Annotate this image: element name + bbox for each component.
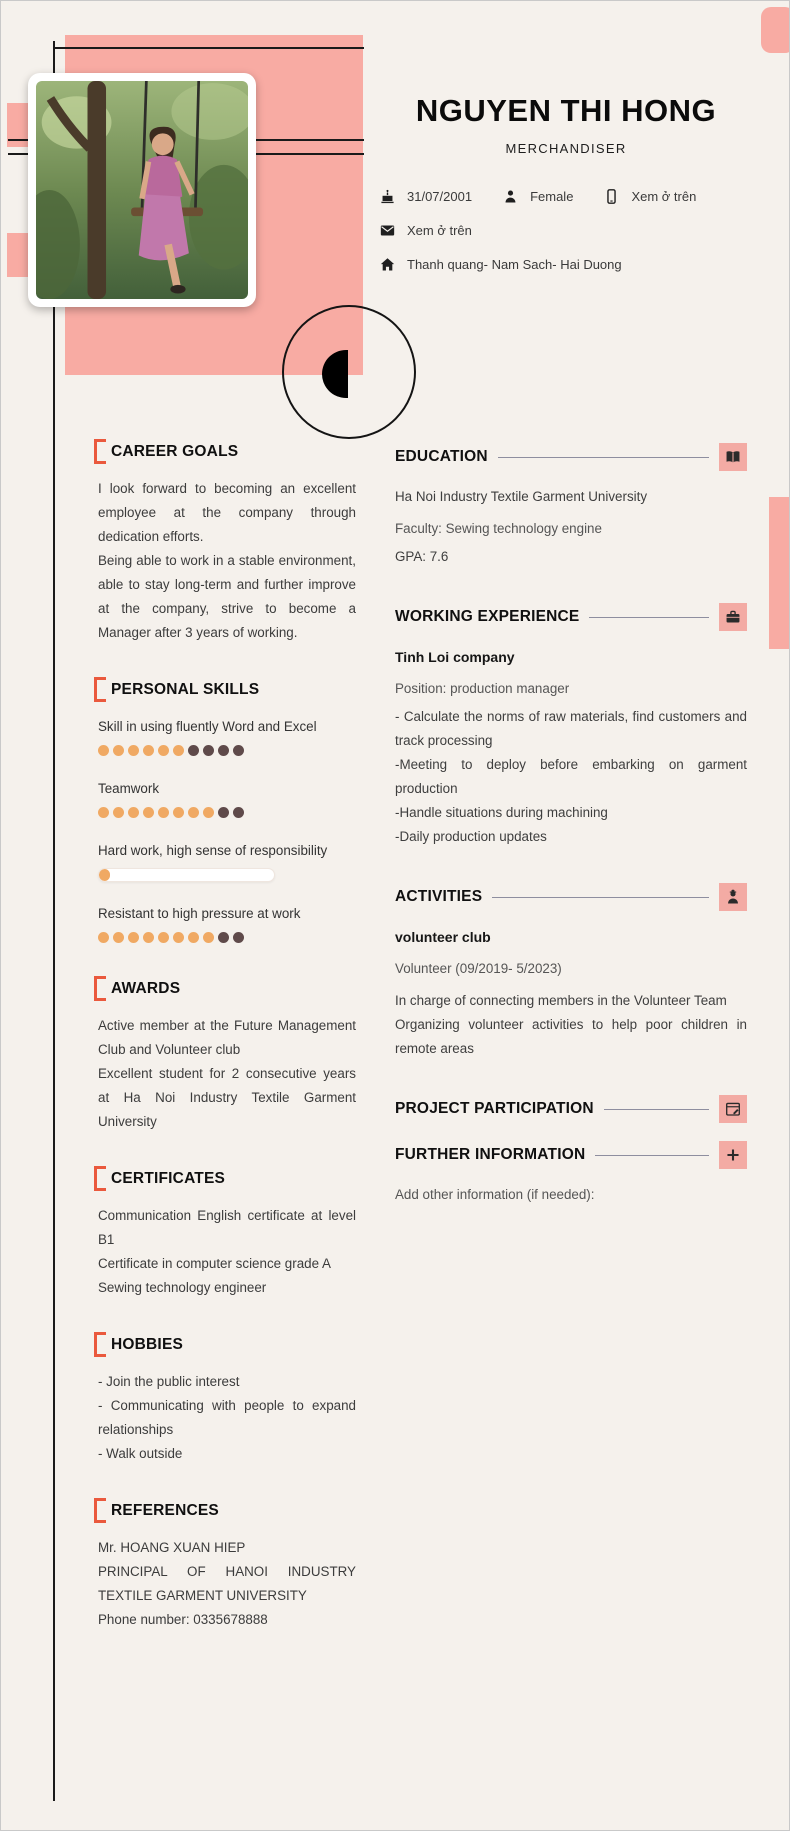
references-line: Phone number: 0335678888 — [98, 1612, 268, 1627]
awards-line: Excellent student for 2 consecutive years at Ha Noi Industry Textile Garment University — [98, 1066, 356, 1129]
section-activities — [395, 883, 747, 1061]
references-heading-text: REFERENCES — [111, 1502, 219, 1519]
horizontal-line-decor-top — [54, 47, 364, 49]
candidate-title: MERCHANDISER — [505, 141, 627, 156]
contact-gender — [502, 188, 573, 205]
awards-heading-text: AWARDS — [111, 980, 181, 997]
hobbies-line: - Communicating with people to expand relationships — [98, 1398, 356, 1437]
career-goals-heading-text: CAREER GOALS — [111, 443, 239, 460]
certificates-line: Certificate in computer science grade A — [98, 1256, 331, 1271]
education-heading-text: EDUCATION — [395, 448, 488, 465]
rating-dot-empty — [218, 807, 229, 818]
open-book-icon — [724, 448, 742, 466]
contact-address — [379, 256, 622, 273]
rating-bar-fill — [99, 869, 110, 881]
section-heading-certificates — [98, 1170, 356, 1188]
contact-row-2 — [379, 222, 753, 239]
corner-pill-decor — [761, 7, 790, 53]
education-gpa: GPA: 7.6 — [395, 549, 449, 564]
projects-icon-box — [719, 1095, 747, 1123]
career-goals-text — [98, 477, 356, 645]
hobbies-line: - Join the public interest — [98, 1374, 240, 1389]
rating-dot-filled — [128, 932, 139, 943]
contact-row-3 — [379, 256, 753, 273]
left-column — [98, 443, 356, 1668]
heading-bracket-icon — [94, 1498, 106, 1523]
experience-detail: -Meeting to deploy before embarking on garment production — [395, 757, 747, 796]
certificates-line: Sewing technology engineer — [98, 1280, 267, 1295]
section-heading-working-experience — [395, 603, 747, 631]
section-project-participation — [395, 1095, 747, 1123]
volunteer-person-icon — [724, 888, 742, 906]
section-heading-activities — [395, 883, 747, 911]
rating-dot-empty — [218, 745, 229, 756]
skill-item — [98, 715, 356, 757]
awards-text — [98, 1014, 356, 1134]
rating-dot-filled — [128, 745, 139, 756]
profile-photo — [28, 73, 256, 307]
rating-dot-filled — [143, 932, 154, 943]
skill-rating — [98, 868, 356, 882]
birthday-value: 31/07/2001 — [407, 189, 473, 204]
references-line: Mr. HOANG XUAN HIEP — [98, 1540, 246, 1555]
projects-heading-text: PROJECT PARTICIPATION — [395, 1100, 594, 1117]
hobbies-line: - Walk outside — [98, 1446, 183, 1461]
education-icon-box — [719, 443, 747, 471]
heading-bracket-icon — [94, 1332, 106, 1357]
rating-dot-empty — [188, 745, 199, 756]
phone-value: Xem ở trên — [631, 189, 697, 204]
heading-rule — [498, 457, 709, 458]
rating-dot-filled — [203, 807, 214, 818]
rating-dot-filled — [113, 932, 124, 943]
section-heading-education — [395, 443, 747, 471]
address-value: Thanh quang- Nam Sach- Hai Duong — [407, 257, 622, 272]
rating-dot-empty — [218, 932, 229, 943]
heading-rule — [492, 897, 709, 898]
section-education — [395, 443, 747, 569]
right-pink-bar-decor — [769, 497, 789, 649]
hobbies-text — [98, 1370, 356, 1466]
section-certificates — [98, 1170, 356, 1300]
skill-rating — [98, 744, 356, 757]
section-personal-skills — [98, 681, 356, 944]
contact-birthday — [379, 188, 472, 205]
certificates-heading-text: CERTIFICATES — [111, 1170, 226, 1187]
further-icon-box — [719, 1141, 747, 1169]
section-awards — [98, 980, 356, 1134]
contact-phone — [603, 188, 696, 205]
heading-bracket-icon — [94, 976, 106, 1001]
rating-dot-filled — [98, 807, 109, 818]
heading-rule — [589, 617, 709, 618]
section-working-experience — [395, 603, 747, 849]
rating-dot-filled — [158, 932, 169, 943]
rating-dot-empty — [233, 807, 244, 818]
career-goals-paragraph: Being able to work in a stable environment, able to stay long-term and further improve at the company, strive to become a Manager after 3 years of working. — [98, 553, 356, 640]
heading-bracket-icon — [94, 677, 106, 702]
education-faculty: Faculty: Sewing technology engine — [395, 521, 602, 536]
activities-role: Volunteer (09/2019- 5/2023) — [395, 961, 562, 976]
section-career-goals — [98, 443, 356, 645]
section-heading-hobbies — [98, 1336, 356, 1354]
activities-organization: volunteer club — [395, 929, 491, 945]
project-board-icon — [724, 1100, 742, 1118]
experience-detail: - Calculate the norms of raw materials, find customers and track processing — [395, 709, 747, 748]
skill-item — [98, 902, 356, 944]
section-heading-career-goals — [98, 443, 356, 461]
rating-dot-filled — [128, 807, 139, 818]
skill-item — [98, 839, 356, 882]
rating-dot-filled — [113, 745, 124, 756]
rating-dot-filled — [158, 745, 169, 756]
experience-position: Position: production manager — [395, 681, 570, 696]
experience-heading-text: WORKING EXPERIENCE — [395, 608, 580, 625]
references-text — [98, 1536, 356, 1632]
activities-detail: In charge of connecting members in the Volunteer Team — [395, 993, 727, 1008]
activities-heading-text: ACTIVITIES — [395, 888, 483, 905]
references-line: PRINCIPAL OF HANOI INDUSTRY TEXTILE GARMENT UNIVERSITY — [98, 1564, 356, 1603]
rating-dot-empty — [233, 745, 244, 756]
skill-item — [98, 777, 356, 819]
experience-detail: -Daily production updates — [395, 829, 547, 844]
birthday-cake-icon — [379, 188, 396, 205]
section-heading-further-information — [395, 1141, 747, 1169]
rating-dot-filled — [173, 807, 184, 818]
profile-photo-image — [36, 81, 248, 299]
heading-rule — [595, 1155, 709, 1156]
section-heading-references — [98, 1502, 356, 1520]
experience-company: Tinh Loi company — [395, 649, 515, 665]
awards-line: Active member at the Future Management Club and Volunteer club — [98, 1018, 356, 1057]
certificates-text — [98, 1204, 356, 1300]
experience-detail: -Handle situations during machining — [395, 805, 608, 820]
person-icon — [502, 188, 519, 205]
activities-icon-box — [719, 883, 747, 911]
rating-dot-filled — [143, 807, 154, 818]
section-further-information — [395, 1141, 747, 1207]
section-references — [98, 1502, 356, 1632]
rating-dot-filled — [188, 932, 199, 943]
rating-bar — [98, 868, 275, 882]
hobbies-heading-text: HOBBIES — [111, 1336, 184, 1353]
skill-rating — [98, 806, 356, 819]
cv-header — [379, 93, 753, 290]
further-heading-text: FURTHER INFORMATION — [395, 1146, 586, 1163]
contact-email — [379, 222, 472, 239]
rating-dot-filled — [98, 932, 109, 943]
gender-value: Female — [530, 189, 574, 204]
heading-bracket-icon — [94, 439, 106, 464]
personal-skills-heading-text: PERSONAL SKILLS — [111, 681, 260, 698]
section-heading-project-participation — [395, 1095, 747, 1123]
career-goals-paragraph: I look forward to becoming an excellent employee at the company through dedication efforts. — [98, 481, 356, 544]
heading-rule — [604, 1109, 709, 1110]
rating-dot-filled — [98, 745, 109, 756]
email-value: Xem ở trên — [407, 223, 472, 238]
heading-bracket-icon — [94, 1166, 106, 1191]
rating-dot-filled — [143, 745, 154, 756]
skill-name: Skill in using fluently Word and Excel — [98, 719, 317, 734]
skill-rating — [98, 931, 356, 944]
contact-info — [379, 188, 753, 273]
skill-name: Teamwork — [98, 781, 160, 796]
experience-icon-box — [719, 603, 747, 631]
section-heading-awards — [98, 980, 356, 998]
rating-dot-filled — [173, 745, 184, 756]
phone-icon — [603, 188, 620, 205]
rating-dot-filled — [158, 807, 169, 818]
candidate-name: NGUYEN THI HONG — [415, 93, 717, 128]
certificates-line: Communication English certificate at level B1 — [98, 1208, 356, 1247]
section-heading-personal-skills — [98, 681, 356, 699]
rating-dot-empty — [233, 932, 244, 943]
circle-outline-decor — [282, 305, 416, 439]
contact-row-1 — [379, 188, 753, 205]
briefcase-icon — [724, 608, 742, 626]
activities-detail: Organizing volunteer activities to help poor children in remote areas — [395, 1017, 747, 1056]
rating-dot-filled — [188, 807, 199, 818]
section-hobbies — [98, 1336, 356, 1466]
plus-icon — [724, 1146, 742, 1164]
skill-name: Resistant to high pressure at work — [98, 906, 301, 921]
rating-dot-filled — [113, 807, 124, 818]
home-icon — [379, 256, 396, 273]
rating-dot-empty — [203, 745, 214, 756]
skill-name: Hard work, high sense of responsibility — [98, 843, 328, 858]
mail-icon — [379, 222, 396, 239]
education-school: Ha Noi Industry Textile Garment University — [395, 489, 648, 504]
right-column — [395, 443, 747, 1241]
rating-dot-filled — [173, 932, 184, 943]
rating-dot-filled — [203, 932, 214, 943]
further-note: Add other information (if needed): — [395, 1187, 595, 1202]
